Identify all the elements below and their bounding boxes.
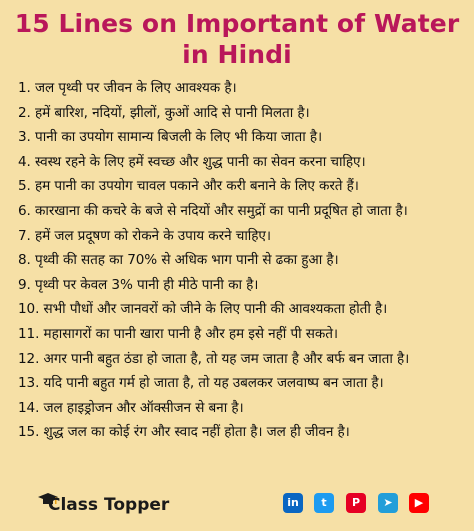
list-item: 4. स्वस्थ रहने के लिए हमें स्वच्छ और शुद्ध पानी का सेवन करना चाहिए। — [18, 153, 366, 170]
list-item: 6. कारखाना की कचरे के बजे से नदियों और समुद्रों का पानी प्रदूषित हो जाता है। — [18, 202, 408, 219]
list-item: 13. यदि पानी बहुत गर्म हो जाता है, तो यह उबलकर जलवाष्प बन जाता है। — [18, 375, 384, 392]
telegram-icon[interactable]: ➤ — [378, 493, 398, 513]
list-item: 12. अगर पानी बहुत ठंडा हो जाता है, तो यह जम जाता है और बर्फ बन जाता है। — [18, 350, 410, 367]
list-item: 8. पृथ्वी की सतह का 70% से अधिक भाग पानी से ढका हुआ है। — [18, 252, 339, 269]
footer — [0, 486, 474, 531]
list-item: 3. पानी का उपयोग सामान्य बिजली के लिए भी किया जाता है। — [18, 129, 323, 146]
brand-name — [48, 495, 169, 515]
list-item: 14. जल हाइड्रोजन और ऑक्सीजन से बना है। — [18, 399, 244, 416]
brand-part1: Class — [48, 495, 99, 515]
twitter-icon[interactable]: t — [314, 493, 334, 513]
list-item: 1. जल पृथ्वी पर जीवन के लिए आवश्यक है। — [18, 80, 237, 96]
list-item: 9. पृथ्वी पर केवल 3% पानी ही मीठे पानी का है। — [18, 276, 259, 293]
list-item: 11. महासागरों का पानी खारा पानी है और हम इसे नहीं पी सकते। — [18, 325, 338, 342]
lines-list — [0, 70, 474, 445]
linkedin-icon[interactable]: in — [283, 493, 303, 513]
page-title: 15 Lines on Important of Water in Hindi — [14, 9, 460, 69]
class-topper-logo[interactable] — [38, 489, 218, 521]
list-item: 15. शुद्ध जल का कोई रंग और स्वाद नहीं होता है। जल ही जीवन है। — [18, 424, 350, 441]
list-item: 10. सभी पौधों और जानवरों को जीने के लिए पानी की आवश्यकता होती है। — [18, 301, 388, 318]
pinterest-icon[interactable]: P — [346, 493, 366, 513]
list-item: 7. हमें जल प्रदूषण को रोकने के उपाय करने चाहिए। — [18, 227, 271, 244]
youtube-icon[interactable]: ▶ — [409, 493, 429, 513]
list-item: 2. हमें बारिश, नदियों, झीलों, कुओं आदि से पानी मिलता है। — [18, 104, 310, 121]
brand-part2: Topper — [104, 495, 170, 515]
list-item: 5. हम पानी का उपयोग चावल पकाने और करी बनाने के लिए करते हैं। — [18, 178, 359, 195]
